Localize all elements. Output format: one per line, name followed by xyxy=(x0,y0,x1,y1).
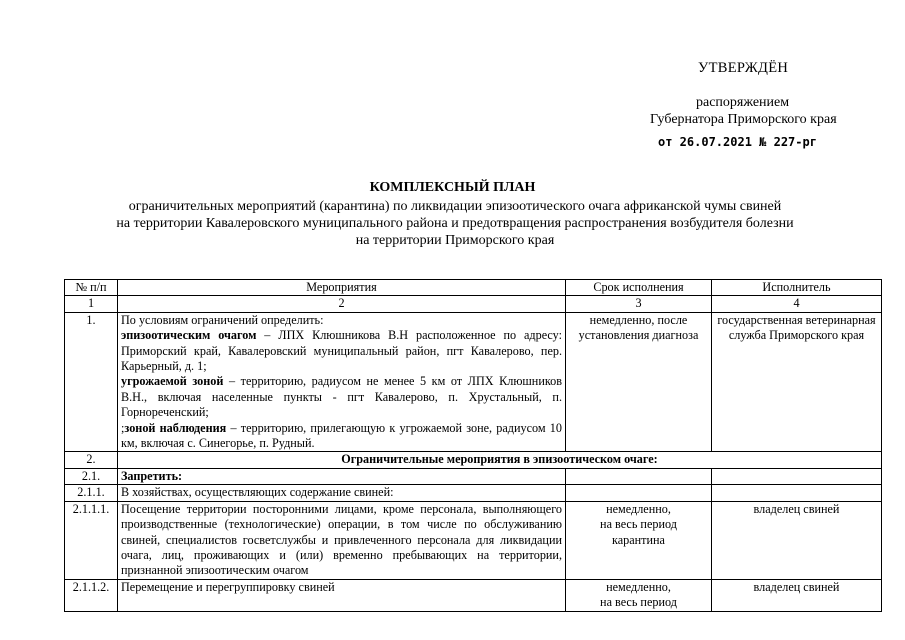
row-measure xyxy=(118,312,566,452)
table-header-row xyxy=(65,280,882,296)
row-term-line1: немедленно, xyxy=(606,501,671,516)
row-num: 2.1.1. xyxy=(65,485,118,501)
table-row xyxy=(65,312,882,452)
row1-watch xyxy=(121,421,562,452)
table-row xyxy=(65,468,882,484)
document-subtitle xyxy=(60,198,850,249)
header-executor: Исполнитель xyxy=(712,280,882,296)
row-term: немедленно, после установления диагноза xyxy=(566,312,712,452)
row1-threat-label: угрожаемой зоной xyxy=(121,374,224,389)
row-term-line3: карантина xyxy=(612,532,665,547)
row-executor: владелец свиней xyxy=(712,501,882,579)
header-num: № п/п xyxy=(65,280,118,296)
row1-threat-text: – территорию, радиусом не менее 5 км от ЛПХ Клюшников В.Н., включая населенные пункты - пгт Кавалерово, п. Хрустальный, п. Горнореченский; xyxy=(121,374,563,420)
row-measure: Запретить: xyxy=(118,468,566,484)
approval-order-line2: Губернатора Приморского края xyxy=(650,112,837,127)
row-num: 2.1.1.1. xyxy=(65,501,118,579)
row-executor xyxy=(712,485,882,501)
colnum-3: 3 xyxy=(566,296,712,312)
colnum-4: 4 xyxy=(712,296,882,312)
header-term: Срок исполнения xyxy=(566,280,712,296)
document-title: КОМПЛЕКСНЫЙ ПЛАН xyxy=(369,180,536,195)
row1-watch-text: – территорию, прилегающую к угрожаемой зоне, радиусом 10 км, включая с. Синегорье, п. Рудный. xyxy=(121,420,562,451)
order-date: от 26.07.2021 № 227-рг xyxy=(658,135,817,149)
table-row xyxy=(65,501,882,579)
subtitle-line-2: на территории Кавалеровского муниципального района и предотвращения распространения возбудителя болезни xyxy=(116,216,794,231)
subtitle-line-3: на территории Приморского края xyxy=(355,233,555,248)
approved-stamp: УТВЕРЖДЁН xyxy=(698,60,789,76)
row1-focus-label: эпизоотическим очагом xyxy=(121,328,257,343)
row-executor xyxy=(712,468,882,484)
header-measures: Мероприятия xyxy=(118,280,566,296)
row-num: 2.1. xyxy=(65,468,118,484)
row-num: 1. xyxy=(65,312,118,452)
row-measure: В хозяйствах, осуществляющих содержание свиней: xyxy=(118,485,566,501)
colnum-2: 2 xyxy=(118,296,566,312)
row1-focus xyxy=(121,328,562,374)
row-executor: государственная ветеринарная служба Приморского края xyxy=(712,312,882,452)
approval-order-line1: распоряжением xyxy=(696,95,790,110)
row-measure: Перемещение и перегруппировку свиней xyxy=(118,579,566,611)
approval-order xyxy=(650,94,905,128)
table-row xyxy=(65,579,882,611)
row1-intro: По условиям ограничений определить: xyxy=(121,312,324,327)
row1-watch-prefix: ; xyxy=(121,420,125,435)
row-measure: Посещение территории посторонними лицами, кроме персонала, выполняющего производственные (технологические) операции, в том числе по обслуживанию свиней, специалистов госветслужбы и привлеченного персонала для ликвидации очага, лиц, проживающих и (или) временно пребывающих на территории, признанной эпизоотическим очагом xyxy=(118,501,566,579)
row-term-line2: на весь период xyxy=(600,517,677,532)
row-executor: владелец свиней xyxy=(712,579,882,611)
row-num: 2.1.1.2. xyxy=(65,579,118,611)
subtitle-line-1: ограничительных мероприятий (карантина) по ликвидации эпизоотического очага африканской чумы свиней xyxy=(128,199,782,214)
row1-watch-label: зоной наблюдения xyxy=(124,420,227,435)
row-term xyxy=(566,501,712,579)
row-term-line2: на весь период xyxy=(600,595,677,610)
row-term xyxy=(566,485,712,501)
row1-threat xyxy=(121,374,562,420)
table-colnum-row xyxy=(65,296,882,312)
section-heading: Ограничительные мероприятия в эпизоотическом очаге: xyxy=(118,452,882,468)
colnum-1: 1 xyxy=(65,296,118,312)
row-num: 2. xyxy=(65,452,118,468)
row-term-line1: немедленно, xyxy=(606,579,671,594)
table-row xyxy=(65,485,882,501)
table-row xyxy=(65,452,882,468)
row-term xyxy=(566,579,712,611)
measures-table xyxy=(64,279,882,612)
row1-focus-text: – ЛПХ Клюшникова В.Н расположенное по адресу: Приморский край, Кавалеровский муниципальный район, пгт Кавалерово, пер. Карьерный, д. 1; xyxy=(121,328,562,374)
row-term xyxy=(566,468,712,484)
